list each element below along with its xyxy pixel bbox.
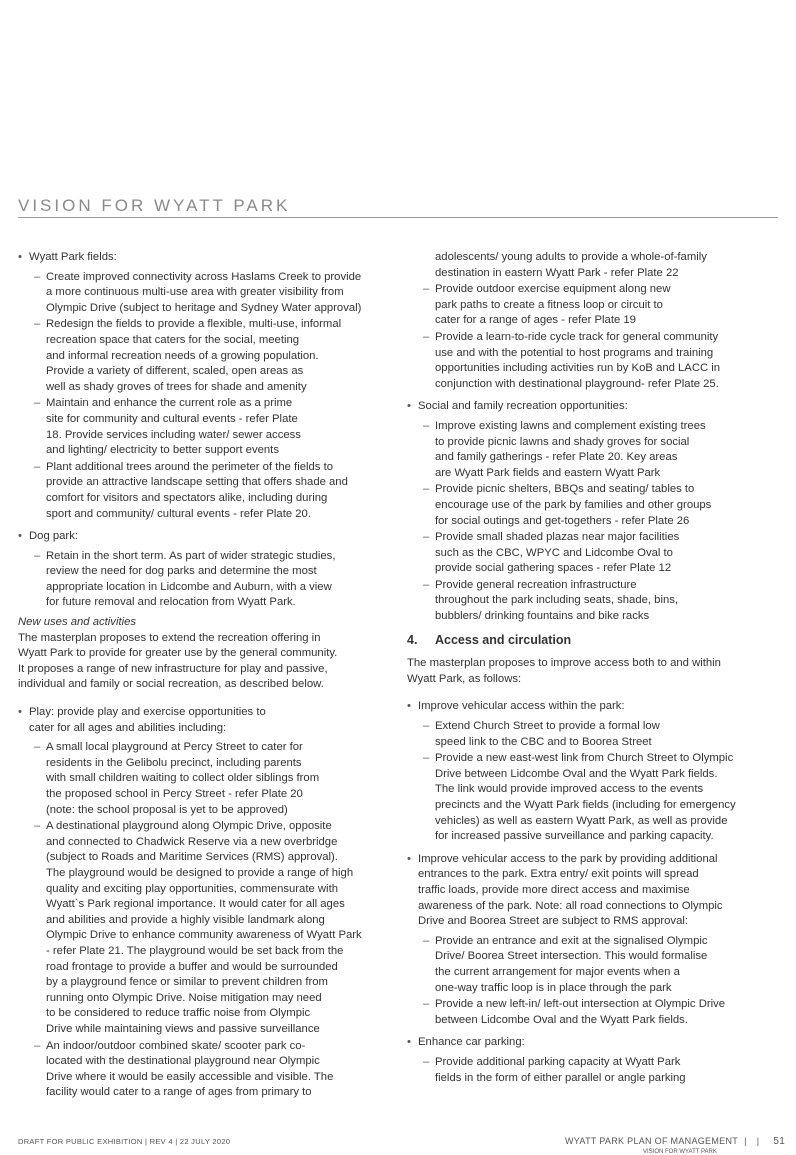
text-line: site for community and cultural events - refer Plate: [46, 412, 298, 425]
list-item-play: [18, 705, 390, 736]
text-line: located with the destinational playground near Olympic: [46, 1055, 320, 1068]
text-line: Play: provide play and exercise opportunities to: [29, 706, 266, 719]
text-line: opportunities including activities run by KoB and LACC in: [435, 362, 721, 375]
text-line: for increased passive surveillance and parking capacity.: [435, 830, 714, 843]
sublist-item: [407, 719, 779, 750]
list-item-social: • Social and family recreation opportunities:: [407, 399, 779, 415]
text-line: between Lidcombe Oval and the Wyatt Park fields.: [435, 1013, 688, 1026]
sublist-item: [407, 997, 779, 1028]
text-line: Improve existing lawns and complement existing trees: [435, 419, 706, 432]
text-line: Provide a new left-in/ left-out intersection at Olympic Drive: [435, 998, 726, 1011]
section-number: 4.: [407, 632, 418, 647]
sublist-item: [18, 460, 390, 522]
sublist-item: [18, 1039, 390, 1101]
text-line: Drive while maintaining views and passive surveillance: [46, 1022, 320, 1035]
text-line: Create improved connectivity across Haslams Creek to provide: [46, 270, 362, 283]
text-line: to provide picnic lawns and shady groves for social: [435, 435, 690, 448]
text-line: Improve vehicular access to the park by providing additional: [418, 852, 718, 865]
sublist-item: [18, 317, 390, 395]
text-line: and family gatherings - refer Plate 20. Key areas: [435, 451, 678, 464]
text-line: Olympic Drive to enhance community awareness of Wyatt Park: [46, 929, 362, 942]
subheading-new-uses: New uses and activities: [18, 616, 137, 629]
text-line: Provide a new east-west link from Church Street to Olympic: [435, 752, 734, 765]
text-line: Maintain and enhance the current role as a prime: [46, 397, 293, 410]
footer-draft-info: DRAFT FOR PUBLIC EXHIBITION | REV 4 | 22 JULY 2020: [18, 1137, 231, 1146]
footer-subtitle: VISION FOR WYATT PARK: [643, 1149, 717, 1155]
sublist-item: [18, 740, 390, 818]
text-line: traffic loads, provide more direct access and maximise: [418, 883, 690, 896]
text-line: and lighting/ electricity to better support events: [46, 444, 279, 457]
text-line: Drive between Lidcombe Oval and the Wyatt Park fields.: [435, 767, 718, 780]
text-line: Plant additional trees around the perimeter of the fields to: [46, 460, 333, 473]
text-line: 18. Provide services including water/ sewer access: [46, 428, 301, 441]
text-line: Drive and Boorea Street are subject to RMS approval:: [418, 915, 689, 928]
text-line: Provide small shaded plazas near major facilities: [435, 531, 680, 544]
sublist-item: [407, 934, 779, 996]
text-line: and informal recreation needs of a growing population.: [46, 349, 319, 362]
text-line: Provide outdoor exercise equipment along new: [435, 283, 671, 296]
text-line: provide social gathering spaces - refer Plate 12: [435, 562, 672, 575]
text-line: by a playground fence or similar to prevent children from: [46, 976, 328, 989]
text-line: cater for all ages and abilities including:: [29, 721, 227, 734]
text-line: well as shady groves of trees for shade and amenity: [46, 380, 307, 393]
text-line: destination in eastern Wyatt Park - refer Plate 22: [435, 266, 679, 279]
list-item-parking: • Enhance car parking:: [407, 1035, 779, 1051]
text-line: Drive where it would be easily accessible and visible. The: [46, 1070, 334, 1083]
text-line: The masterplan proposes to extend the recreation offering in: [18, 631, 321, 644]
left-column: [18, 250, 390, 1102]
text-line: recreation space that caters for the social, meeting: [46, 333, 300, 346]
text-line: Provide a variety of different, scaled, open areas as: [46, 365, 304, 378]
text-line: quality and exciting play opportunities, commensurate with: [46, 882, 338, 895]
footer-title: WYATT PARK PLAN OF MANAGEMENT: [565, 1136, 739, 1146]
text-line: are Wyatt Park fields and eastern Wyatt Park: [435, 466, 661, 479]
right-column: [407, 250, 779, 1087]
sublist-item: [18, 819, 390, 1037]
text-line: sport and community/ cultural events - refer Plate 20.: [46, 507, 311, 520]
text-line: (note: the school proposal is yet to be approved): [46, 803, 288, 816]
text-line: provide an attractive landscape setting that offers shade and: [46, 476, 348, 489]
list-item-entrances: [407, 852, 779, 930]
text-line: - refer Plate 21. The playground would be set back from the: [46, 944, 344, 957]
text-line: a more continuous multi-use area with greater visibility from: [46, 286, 344, 299]
paragraph-new-uses: [18, 631, 390, 693]
text-line: facility would cater to a range of ages from primary to: [46, 1086, 312, 1099]
text-line: such as the CBC, WPYC and Lidcombe Oval to: [435, 546, 673, 559]
text-line: use and with the potential to host programs and training: [435, 346, 714, 359]
text-line: Wyatt Park, as follows:: [407, 672, 522, 685]
sublist-item: [407, 330, 779, 392]
section-heading: [407, 633, 779, 649]
sublist-item: [18, 270, 390, 317]
text-line: with small children waiting to collect older siblings from: [46, 772, 320, 785]
text-line: conjunction with destinational playground- refer Plate 25.: [435, 377, 719, 390]
text-line: precincts and the Wyatt Park fields (including for emergency: [435, 799, 736, 811]
text-line: An indoor/outdoor combined skate/ scooter park co-: [46, 1039, 306, 1052]
text-line: Provide general recreation infrastructure: [435, 578, 637, 591]
text-line: and connected to Chadwick Reserve via a new overbridge: [46, 835, 338, 848]
text-line: (subject to Roads and Maritime Services (RMS) approval).: [46, 851, 338, 864]
text-line: The link would provide improved access to the events: [435, 783, 704, 796]
text-line: Olympic Drive (subject to heritage and Sydney Water approval): [46, 301, 362, 314]
text-line: the current arrangement for major events when a: [435, 965, 680, 978]
sublist-continuation: [407, 250, 779, 281]
text-line: fields in the form of either parallel or angle parking: [435, 1071, 686, 1084]
text-line: for future removal and relocation from Wyatt Park.: [46, 596, 296, 609]
sublist-item: [407, 482, 779, 529]
text-line: entrances to the park. Extra entry/ exit points will spread: [418, 868, 699, 881]
sublist-item: [407, 1055, 779, 1086]
text-line: the proposed school in Percy Street - refer Plate 20: [46, 788, 303, 800]
text-line: for social outings and get-togethers - refer Plate 26: [435, 514, 690, 527]
text-line: The masterplan proposes to improve access both to and within: [407, 657, 721, 670]
sublist-item: [18, 549, 390, 611]
text-line: Provide additional parking capacity at Wyatt Park: [435, 1055, 681, 1068]
sublist-item: [18, 396, 390, 458]
sublist-item: [407, 530, 779, 577]
text-line: appropriate location in Lidcombe and Auburn, with a view: [46, 580, 332, 593]
list-item-vehicular: • Improve vehicular access within the park:: [407, 699, 779, 715]
text-line: to be considered to reduce traffic noise from Olympic: [46, 1007, 311, 1020]
sublist-item: [407, 419, 779, 481]
sublist-item: [407, 578, 779, 625]
title-rule: [18, 217, 778, 218]
paragraph-access: [407, 656, 779, 687]
text-line: bubblers/ drinking fountains and bike racks: [435, 610, 650, 623]
footer-separator: |: [744, 1136, 747, 1146]
text-line: Provide an entrance and exit at the signalised Olympic: [435, 934, 708, 947]
sublist-item: [407, 282, 779, 329]
sublist-item: [407, 751, 779, 845]
text-line: Extend Church Street to provide a formal low: [435, 720, 660, 733]
text-line: and abilities and provide a highly visible landmark along: [46, 913, 325, 926]
text-line: The playground would be designed to provide a range of high: [46, 866, 354, 879]
text-line: comfort for visitors and spectators alike, including during: [46, 491, 328, 504]
page-title: VISION FOR WYATT PARK: [18, 196, 291, 215]
text-line: Drive/ Boorea Street intersection. This would formalise: [435, 950, 708, 963]
text-line: Provide a learn-to-ride cycle track for general community: [435, 330, 719, 343]
text-line: road frontage to provide a buffer and would be surrounded: [46, 960, 338, 973]
list-item-dog-park: • Dog park:: [18, 529, 390, 545]
text-line: park paths to create a fitness loop or circuit to: [435, 298, 663, 311]
text-line: vehicles) as well as eastern Wyatt Park, as well as provide: [435, 814, 728, 827]
text-line: running onto Olympic Drive. Noise mitigation may need: [46, 991, 322, 1004]
text-line: awareness of the park. Note: all road connections to Olympic: [418, 899, 723, 912]
text-line: Redesign the fields to provide a flexible, multi-use, informal: [46, 318, 342, 331]
text-line: one-way traffic loop is in place through the park: [435, 981, 672, 994]
text-line: residents in the Gelibolu precinct, including parents: [46, 756, 302, 769]
text-line: It proposes a range of new infrastructure for play and passive,: [18, 662, 328, 675]
text-line: cater for a range of ages - refer Plate 19: [435, 314, 636, 327]
text-line: individual and family or social recreation, as described below.: [18, 678, 324, 691]
text-line: Wyatt`s Park regional importance. It would cater for all ages: [46, 898, 345, 911]
section-title: Access and circulation: [435, 632, 572, 647]
text-line: encourage use of the park by families and other groups: [435, 498, 712, 511]
text-line: A small local playground at Percy Street to cater for: [46, 741, 303, 754]
footer-doc-title: [565, 1136, 785, 1147]
text-line: throughout the park including seats, shade, bins,: [435, 594, 679, 607]
text-line: adolescents/ young adults to provide a whole-of-family: [435, 251, 707, 263]
text-line: Retain in the short term. As part of wider strategic studies,: [46, 549, 336, 562]
text-line: Wyatt Park to provide for greater use by the general community.: [18, 647, 338, 660]
list-item-wyatt-fields: • Wyatt Park fields:: [18, 250, 390, 266]
text-line: review the need for dog parks and determine the most: [46, 565, 317, 578]
page-number: 51: [773, 1136, 786, 1147]
text-line: speed link to the CBC and to Boorea Street: [435, 735, 652, 748]
footer-separator-2: |: [756, 1136, 760, 1146]
text-line: A destinational playground along Olympic Drive, opposite: [46, 820, 332, 833]
text-line: Provide picnic shelters, BBQs and seating/ tables to: [435, 483, 695, 496]
